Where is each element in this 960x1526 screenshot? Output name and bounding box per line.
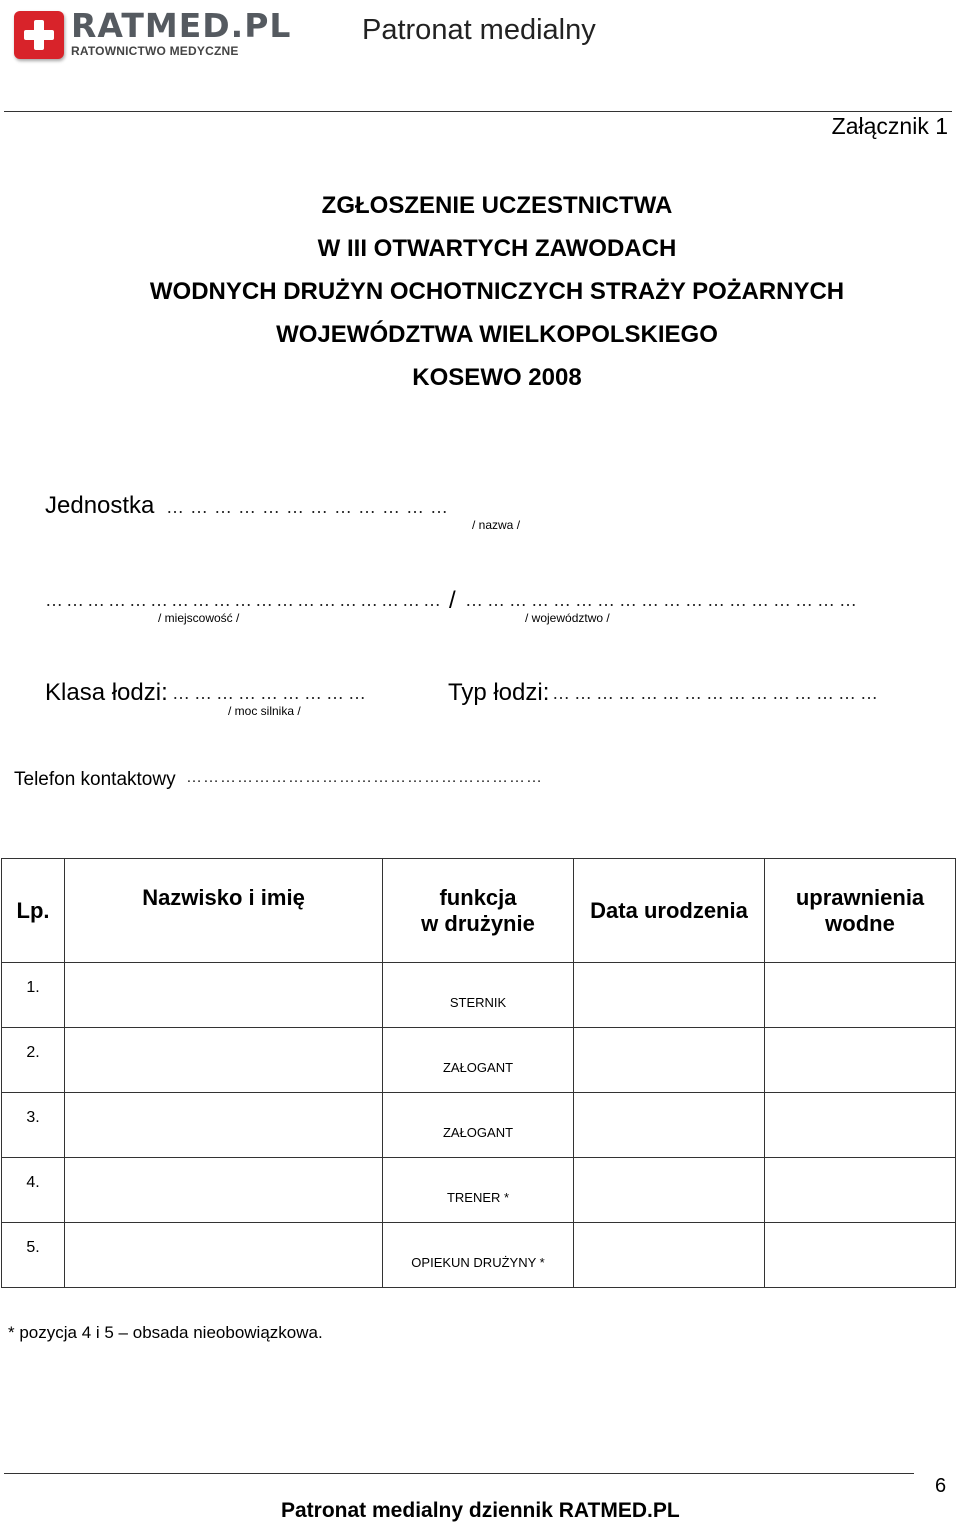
water-rights-cell[interactable] [765, 1158, 956, 1223]
unit-name-field[interactable]: ……………………………… [166, 497, 454, 517]
name-cell[interactable] [65, 1158, 383, 1223]
table-row [2, 963, 956, 1028]
header-divider [4, 111, 952, 112]
boat-type-field[interactable]: ……………………………………… [552, 683, 882, 703]
voivodeship-field[interactable]: ……………………………………………… [465, 590, 861, 610]
table-row [2, 1028, 956, 1093]
page-number: 6 [935, 1475, 947, 1497]
water-rights-cell[interactable] [765, 1093, 956, 1158]
birth-date-cell[interactable] [574, 1028, 765, 1093]
birth-date-cell[interactable] [574, 1223, 765, 1288]
role-cell: STERNIK [383, 963, 574, 1028]
form-title-line-4: WOJEWÓDZTWA WIELKOPOLSKIEGO [276, 321, 718, 348]
water-rights-cell[interactable] [765, 963, 956, 1028]
row-number: 4. [2, 1158, 65, 1223]
water-rights-cell[interactable] [765, 1028, 956, 1093]
table-header-row [2, 859, 956, 963]
voivodeship-hint: / województwo / [525, 611, 610, 625]
ratmed-logo [14, 6, 292, 64]
logo-subtitle: RATOWNICTWO MEDYCZNE [71, 44, 239, 58]
header-name [65, 859, 383, 963]
form-title-line-1: ZGŁOSZENIE UCZESTNICTWA [321, 192, 673, 219]
row-number: 1. [2, 963, 65, 1028]
role-cell: TRENER * [383, 1158, 574, 1223]
form-title-line-2: W III OTWARTYCH ZAWODACH [317, 235, 677, 262]
header-role-line-2: w drużynie [421, 910, 535, 936]
footer-text: Patronat medialny dziennik RATMED.PL [281, 1499, 680, 1522]
logo-name: RATMED.PL [71, 6, 292, 45]
role-cell: OPIEKUN DRUŻYNY * [383, 1223, 574, 1288]
role-cell: ZAŁOGANT [383, 1028, 574, 1093]
unit-name-hint: / nazwa / [472, 518, 521, 532]
locality-hint: / miejscowość / [158, 611, 240, 625]
table-row [2, 1093, 956, 1158]
name-cell[interactable] [65, 963, 383, 1028]
header-name-text: Nazwisko i imię [142, 885, 305, 910]
location-separator: / [449, 587, 456, 614]
row-number: 5. [2, 1223, 65, 1288]
form-title-line-5: KOSEWO 2008 [412, 364, 582, 391]
name-cell[interactable] [65, 1093, 383, 1158]
form-title-line-3: WODNYCH DRUŻYN OCHOTNICZYCH STRAŻY POŻARNYCH [149, 278, 845, 305]
locality-field[interactable]: ………………………………………………… [45, 590, 444, 610]
red-cross-icon [14, 11, 64, 59]
boat-class-label: Klasa łodzi: [45, 679, 168, 706]
birth-date-cell[interactable] [574, 963, 765, 1028]
header-rights-line-2: wodne [825, 910, 895, 936]
header-water-rights [765, 859, 956, 963]
birth-date-cell[interactable] [574, 1158, 765, 1223]
header-title: Patronat medialny [362, 14, 596, 46]
footer-divider [4, 1473, 914, 1474]
row-number: 3. [2, 1093, 65, 1158]
boat-class-field[interactable]: ……………………… [172, 683, 370, 703]
phone-label: Telefon kontaktowy [14, 769, 176, 790]
header-rights-line-1: uprawnienia [795, 884, 925, 910]
table-row [2, 1158, 956, 1223]
name-cell[interactable] [65, 1223, 383, 1288]
table-row [2, 1223, 956, 1288]
header-role-line-1: funkcja [439, 884, 517, 910]
header-lp: Lp. [2, 859, 65, 963]
boat-class-hint: / moc silnika / [228, 704, 301, 718]
name-cell[interactable] [65, 1028, 383, 1093]
role-cell: ZAŁOGANT [383, 1093, 574, 1158]
header-birth-date: Data urodzenia [574, 859, 765, 963]
water-rights-cell[interactable] [765, 1223, 956, 1288]
phone-field[interactable]: ……………………………………………………… [186, 769, 543, 786]
birth-date-cell[interactable] [574, 1093, 765, 1158]
footnote: * pozycja 4 i 5 – obsada nieobowiązkowa. [8, 1323, 323, 1342]
header-role [383, 859, 574, 963]
boat-type-label: Typ łodzi: [448, 679, 550, 706]
crew-table [1, 858, 956, 1288]
unit-label: Jednostka [45, 492, 155, 519]
attachment-label: Załącznik 1 [831, 113, 948, 139]
row-number: 2. [2, 1028, 65, 1093]
